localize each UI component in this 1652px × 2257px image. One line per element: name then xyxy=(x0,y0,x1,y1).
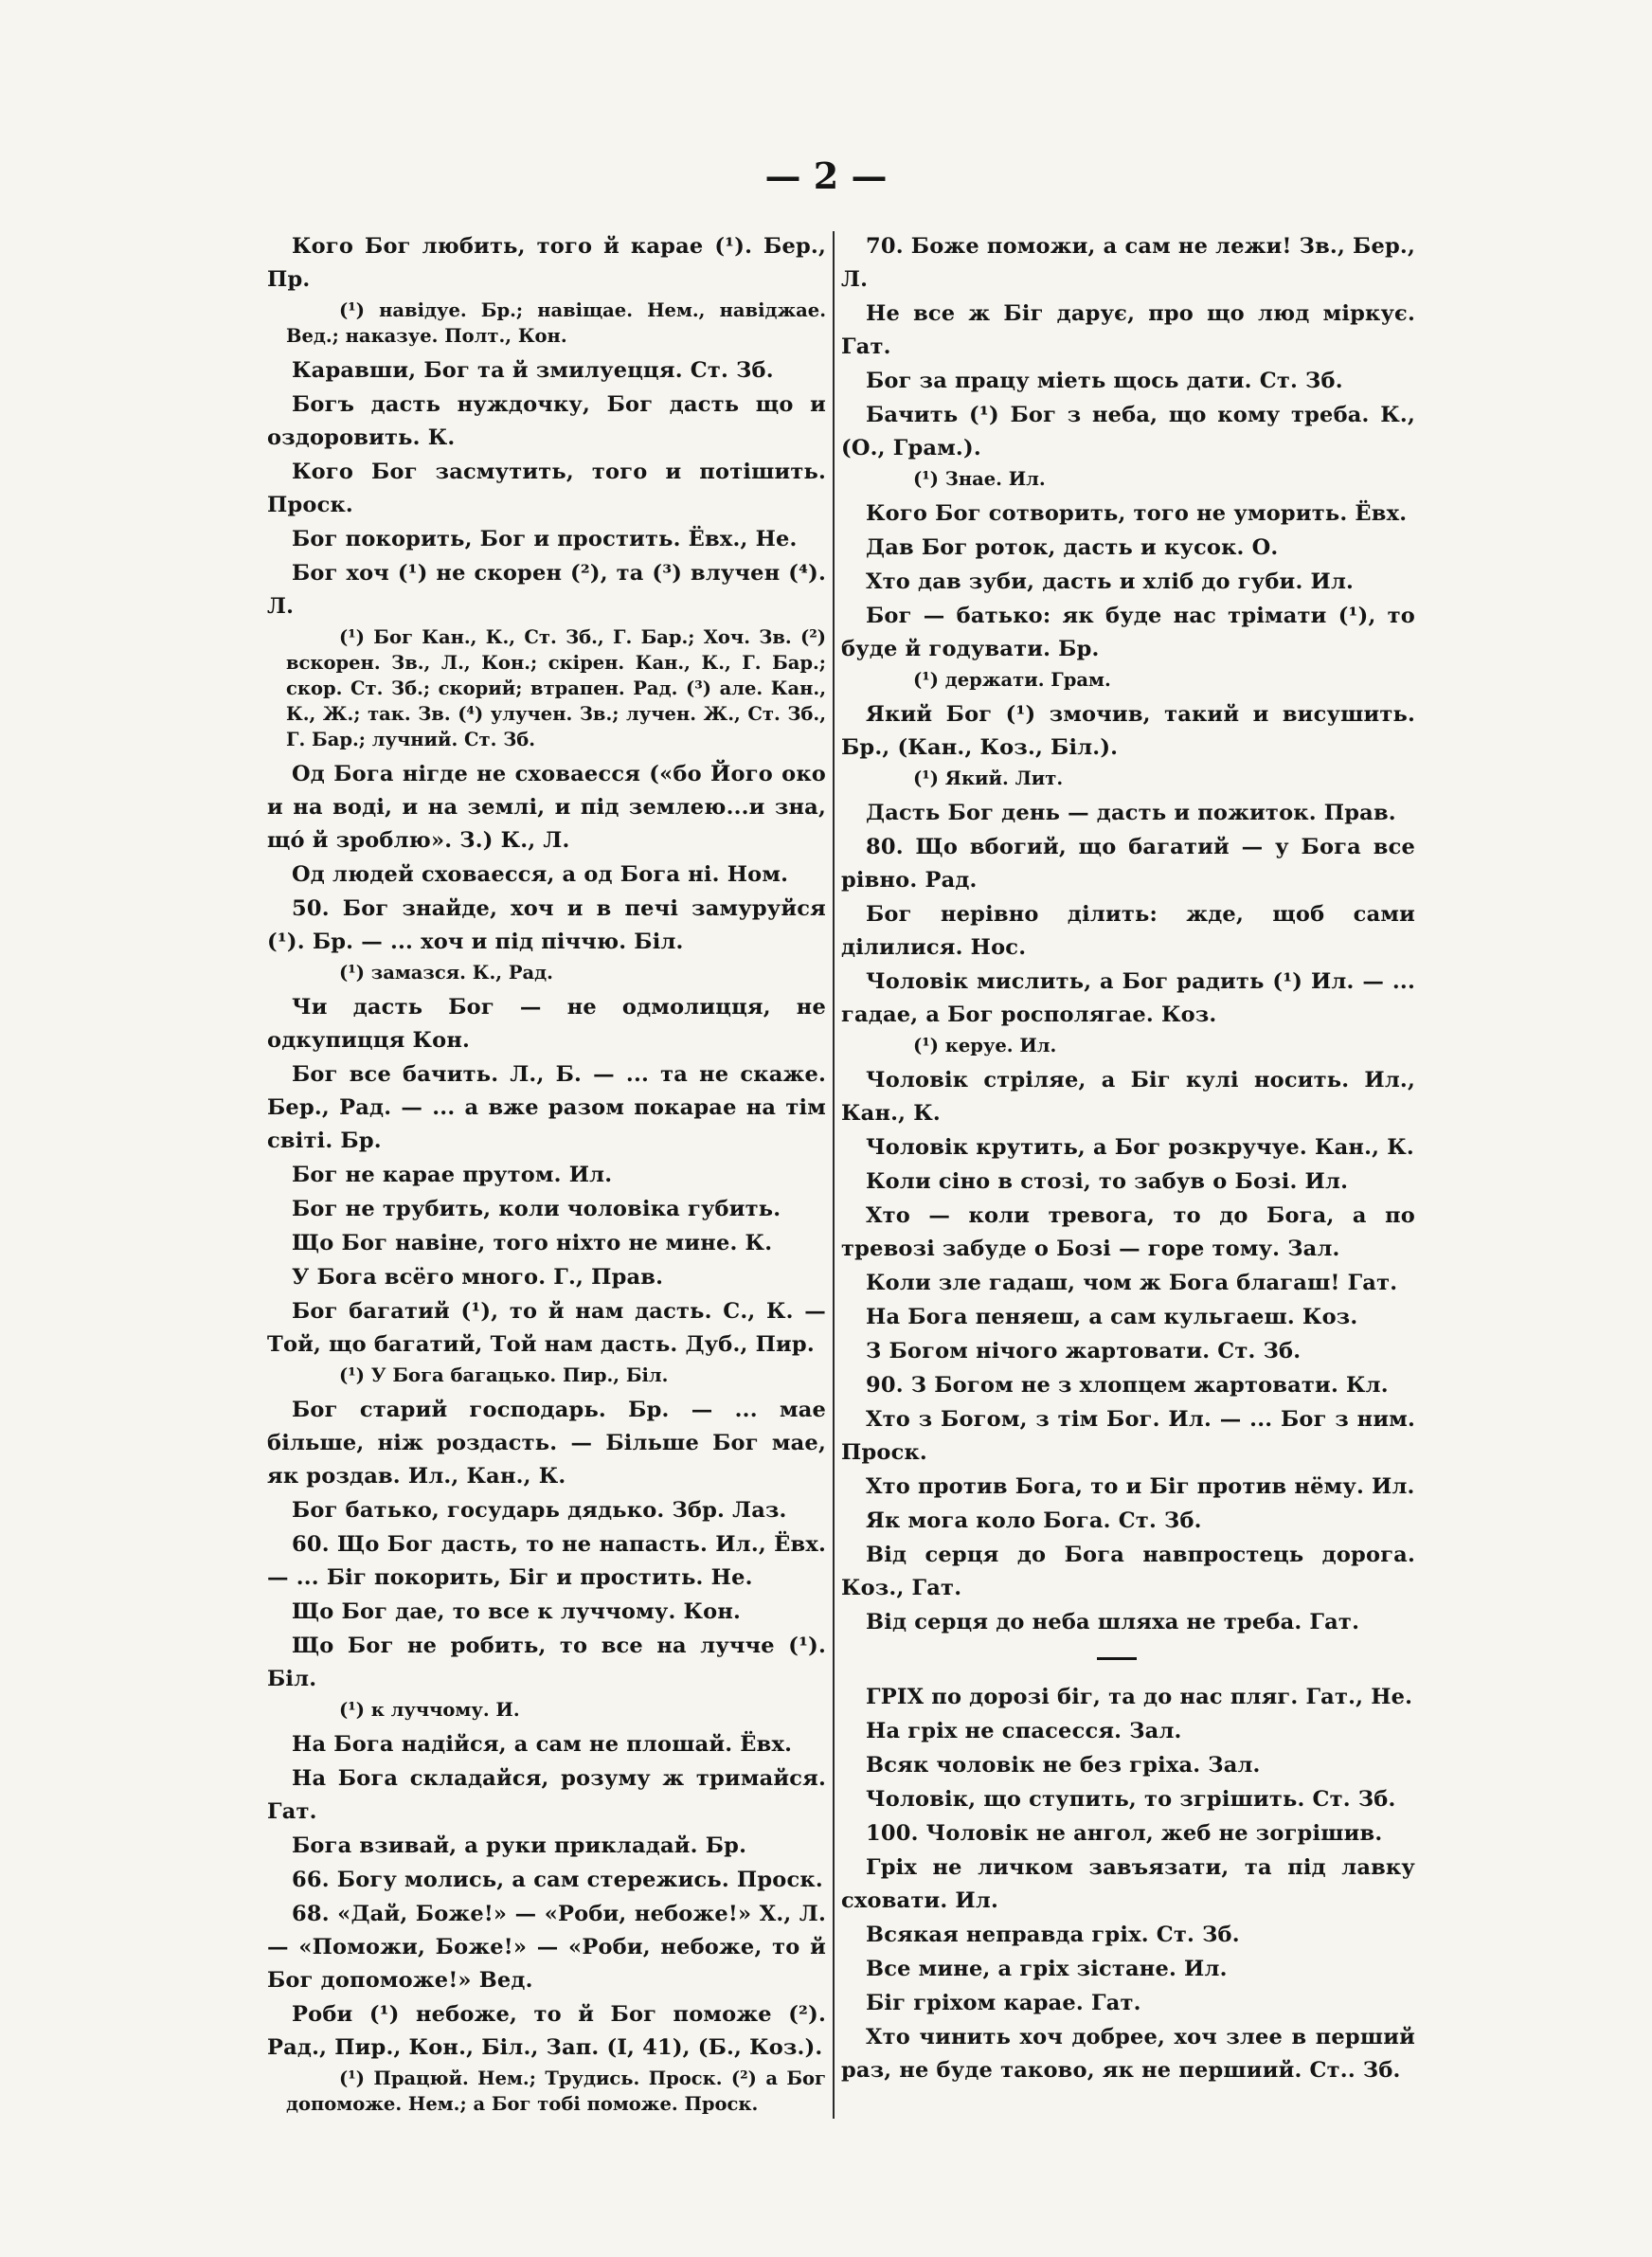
proverb-entry: Гріх не личком завъязати, та під лавку сховати. Ил. xyxy=(841,1855,1415,1913)
proverb-entry: Бог багатий (¹), то й нам дасть. С., К. — Той, що багатий, Той нам дасть. Дуб., Пир. xyxy=(267,1299,826,1357)
proverb-entry: Бог все бачить. Л., Б. — ... та не скаже. Бер., Рад. — ... а вже разом покарае на тім світі. Бр. xyxy=(267,1062,826,1153)
proverb-entry: Бог старий господарь. Бр. — ... мае більше, ніж роздасть. — Більше Бог мае, як роздав. Ил., Кан., К. xyxy=(267,1398,826,1489)
proverb-entry: 66. Богу молись, а сам стережись. Проск. xyxy=(292,1868,823,1892)
proverb-entry: 60. Що Бог дасть, то не напасть. Ил., Ёвх. — ... Біг покорить, Біг и простить. Не. xyxy=(267,1532,826,1590)
page-number: — 2 — xyxy=(764,154,888,197)
right-column xyxy=(841,230,1415,2088)
variant-footnote: (¹) У Бога багацько. Пир., Біл. xyxy=(339,1364,669,1386)
left-column xyxy=(267,230,826,2122)
proverb-entry: У Бога всёго много. Г., Прав. xyxy=(292,1265,664,1290)
proverb-entry: Бог покорить, Бог и простить. Ёвх., Не. xyxy=(292,527,798,551)
section-separator xyxy=(841,1641,1415,1675)
proverb-entry: Біг гріхом карае. Гат. xyxy=(866,1991,1141,2015)
proverb-entry: Від серця до Бога навпростець дорога. Коз., Гат. xyxy=(841,1543,1415,1600)
proverb-entry: Як мога коло Бога. Ст. Зб. xyxy=(866,1508,1202,1533)
proverb-entry: Чоловік мислить, а Бог радить (¹) Ил. — ... гадае, а Бог росполягае. Коз. xyxy=(841,969,1415,1027)
proverb-entry: Дасть Бог день — дасть и пожиток. Прав. xyxy=(866,801,1396,825)
proverb-entry: Кого Бог любить, того й карае (¹). Бер., Пр. xyxy=(267,234,826,292)
variant-footnote: (¹) к луччому. И. xyxy=(339,1699,520,1721)
proverb-entry: Богъ дасть нуждочку, Бог дасть що и оздоровить. К. xyxy=(267,392,826,450)
proverb-entry: На Бога складайся, розуму ж тримайся. Гат. xyxy=(267,1766,826,1824)
proverb-entry: Що Бог не робить, то все на лучче (¹). Біл. xyxy=(267,1634,826,1691)
proverb-entry: Чоловік стріляе, а Біг кулі носить. Ил., Кан., К. xyxy=(841,1068,1415,1126)
proverb-entry: Бог не трубить, коли чоловіка губить. xyxy=(292,1197,781,1221)
proverb-entry: Все мине, а гріх зістане. Ил. xyxy=(866,1957,1228,1981)
proverb-entry: Бог хоч (¹) не скорен (²), та (³) влучен (⁴). Л. xyxy=(267,561,826,619)
proverb-entry: Бог не карае прутом. Ил. xyxy=(292,1163,613,1187)
proverb-entry: Бог — батько: як буде нас трімати (¹), то буде й годувати. Бр. xyxy=(841,604,1415,661)
proverb-entry: На Бога надійся, а сам не плошай. Ёвх. xyxy=(292,1732,793,1757)
proverb-entry: 70. Боже поможи, а сам не лежи! Зв., Бер., Л. xyxy=(841,234,1415,292)
proverb-entry: Який Бог (¹) змочив, такий и висушить. Бр., (Кан., Коз., Біл.). xyxy=(841,702,1415,760)
proverb-entry: Дав Бог роток, дасть и кусок. О. xyxy=(866,535,1279,560)
proverb-entry: Бог за працу міеть щось дати. Ст. Зб. xyxy=(866,369,1343,393)
proverb-entry: 100. Чоловік не ангол, жеб не зогрішив. xyxy=(866,1821,1383,1846)
proverb-entry: Бог нерівно ділить: жде, щоб сами ділилися. Нос. xyxy=(841,902,1415,960)
proverb-entry: Хто против Бога, то и Біг против нёму. Ил. xyxy=(866,1474,1415,1499)
variant-footnote: (¹) Працюй. Нем.; Трудись. Проск. (²) а Бог допоможе. Нем.; а Бог тобі поможе. Проск. xyxy=(286,2067,826,2115)
proverb-entry: На гріх не спасесся. Зал. xyxy=(866,1719,1182,1743)
proverb-entry: 90. З Богом не з хлопцем жартовати. Кл. xyxy=(866,1373,1389,1398)
variant-footnote: (¹) навідуе. Бр.; навіщае. Нем., навіджае. Вед.; наказуе. Полт., Кон. xyxy=(286,299,826,347)
proverb-entry: Коли зле гадаш, чом ж Бога благаш! Гат. xyxy=(866,1271,1398,1295)
proverb-entry: Бог батько, государь дядько. Збр. Лаз. xyxy=(292,1498,787,1523)
proverb-entry: Чоловік крутить, а Бог розкручуе. Кан., К. xyxy=(866,1135,1414,1160)
proverb-entry: 68. «Дай, Боже!» — «Роби, небоже!» Х., Л. — «Поможи, Боже!» — «Роби, небоже, то й Бог допоможе!» Вед. xyxy=(267,1902,826,1993)
proverb-entry: Що Бог навіне, того ніхто не мине. К. xyxy=(292,1231,773,1255)
proverb-entry: Бога взивай, а руки прикладай. Бр. xyxy=(292,1833,747,1858)
proverb-entry: Од людей сховаесся, а од Бога ні. Ном. xyxy=(292,862,789,887)
proverb-entry: Од Бога нігде не сховаесся («бо Його око и на воді, и на землі, и під землею...и зна, щό й зроблю». З.) К., Л. xyxy=(267,762,826,853)
variant-footnote: (¹) Знае. Ил. xyxy=(913,468,1046,490)
proverb-entry: Всякая неправда гріх. Ст. Зб. xyxy=(866,1923,1240,1947)
proverb-entry: Кого Бог засмутить, того и потішить. Проск. xyxy=(267,460,826,517)
proverb-entry: Від серця до неба шляха не треба. Гат. xyxy=(866,1610,1360,1634)
proverb-entry: 80. Що вбогий, що багатий — у Бога все рівно. Рад. xyxy=(841,835,1415,893)
proverb-entry: Коли сіно в стозі, то забув о Бозі. Ил. xyxy=(866,1169,1349,1194)
proverb-entry: Хто дав зуби, дасть и хліб до губи. Ил. xyxy=(866,569,1355,594)
column-divider xyxy=(833,231,835,2119)
proverb-entry: Чоловік, що ступить, то згрішить. Ст. Зб. xyxy=(866,1787,1396,1812)
proverb-entry: Кого Бог сотворить, того не уморить. Ёвх. xyxy=(866,501,1408,526)
proverb-entry: Не все ж Біг дарує, про що люд міркує. Гат. xyxy=(841,301,1415,359)
proverb-entry: Роби (¹) небоже, то й Бог поможе (²). Рад., Пир., Кон., Біл., Зап. (I, 41), (Б., Коз.). xyxy=(267,2002,826,2060)
proverb-entry: ГРІХ по дорозі біг, та до нас пляг. Гат., Не. xyxy=(866,1685,1413,1709)
proverb-entry: Що Бог дае, то все к луччому. Кон. xyxy=(292,1599,742,1624)
proverb-entry: На Бога пеняеш, а сам кульгаеш. Коз. xyxy=(866,1305,1358,1329)
proverb-entry: Хто — коли тревога, то до Бога, а по тревозі забуде о Бозі — горе тому. Зал. xyxy=(841,1203,1415,1261)
variant-footnote: (¹) Бог Кан., К., Ст. Зб., Г. Бар.; Хоч. Зв. (²) вскорен. Зв., Л., Кон.; скірен. Кан., К., Г. Бар.; скор. Ст. Зб.; скорий; втрапен. Рад. (³) але. Кан., К., Ж.; так. Зв. (⁴) улучен. Зв.; лучен. Ж., Ст. Зб., Г. Бар.; лучний. Ст. Зб. xyxy=(286,626,826,750)
proverb-entry: 50. Бог знайде, хоч и в печі замуруйся (¹). Бр. — ... хоч и під піччю. Біл. xyxy=(267,896,826,954)
proverb-entry: Всяк чоловік не без гріха. Зал. xyxy=(866,1753,1261,1778)
proverb-entry: Бачить (¹) Бог з неба, що кому треба. К., (О., Грам.). xyxy=(841,403,1415,460)
proverb-entry: Каравши, Бог та й змилуецця. Ст. Зб. xyxy=(292,358,774,383)
proverb-entry: Хто чинить хоч добрее, хоч злее в перший раз, не буде таково, як не першиий. Ст.. Зб. xyxy=(841,2025,1415,2083)
proverb-entry: З Богом нічого жартовати. Ст. Зб. xyxy=(866,1339,1302,1363)
variant-footnote: (¹) керуе. Ил. xyxy=(913,1035,1057,1056)
variant-footnote: (¹) держати. Грам. xyxy=(913,669,1111,691)
proverb-entry: Чи дасть Бог — не одмолицця, не одкупицця Кон. xyxy=(267,995,826,1053)
proverb-entry: Хто з Богом, з тім Бог. Ил. — ... Бог з ним. Проск. xyxy=(841,1407,1415,1465)
variant-footnote: (¹) замазся. К., Рад. xyxy=(339,962,553,984)
variant-footnote: (¹) Який. Лит. xyxy=(913,767,1064,789)
